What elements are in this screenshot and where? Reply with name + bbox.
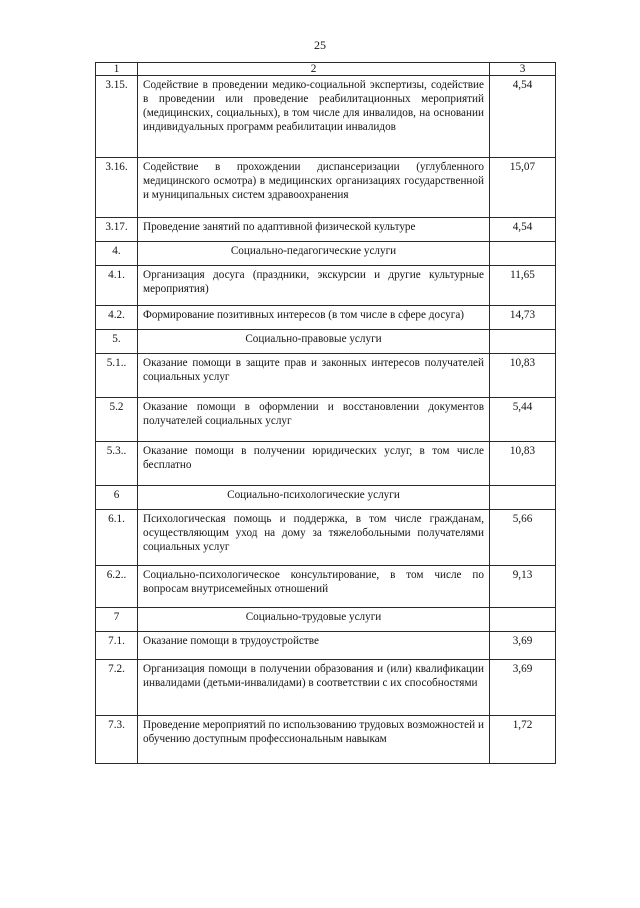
service-value: 3,69 <box>490 660 556 716</box>
column-header-2: 2 <box>138 63 490 76</box>
table-row <box>96 266 556 306</box>
table-row <box>96 76 556 158</box>
service-value: 5,44 <box>490 398 556 442</box>
service-description: Содействие в прохождении диспансеризации (углубленного медицинского осмотра) в медицинских организациях государственной и муниципальных систем здравоохранения <box>138 158 490 218</box>
table-row <box>96 158 556 218</box>
service-description: Проведение занятий по адаптивной физической культуре <box>138 218 490 242</box>
table-row <box>96 660 556 716</box>
row-number: 5.3.. <box>96 442 138 486</box>
service-value: 15,07 <box>490 158 556 218</box>
service-value: 5,66 <box>490 510 556 566</box>
section-row <box>96 242 556 266</box>
table-row <box>96 442 556 486</box>
service-description: Оказание помощи в получении юридических услуг, в том числе бесплатно <box>138 442 490 486</box>
service-value: 1,72 <box>490 716 556 764</box>
column-header-3: 3 <box>490 63 556 76</box>
table-row <box>96 354 556 398</box>
service-description: Оказание помощи в защите прав и законных интересов получателей социальных услуг <box>138 354 490 398</box>
section-number: 7 <box>96 608 138 632</box>
section-title: Социально-психологические услуги <box>138 486 490 510</box>
service-value: 10,83 <box>490 354 556 398</box>
column-header-1: 1 <box>96 63 138 76</box>
service-description: Организация досуга (праздники, экскурсии и другие культурные мероприятия) <box>138 266 490 306</box>
service-value: 11,65 <box>490 266 556 306</box>
table-row <box>96 716 556 764</box>
services-table <box>95 62 556 764</box>
service-value: 4,54 <box>490 76 556 158</box>
row-number: 3.16. <box>96 158 138 218</box>
section-row <box>96 330 556 354</box>
table-row <box>96 632 556 660</box>
row-number: 3.17. <box>96 218 138 242</box>
row-number: 4.1. <box>96 266 138 306</box>
table-row <box>96 398 556 442</box>
table-row <box>96 566 556 608</box>
row-number: 7.2. <box>96 660 138 716</box>
service-description: Организация помощи в получении образования и (или) квалификации инвалидами (детьми-инвалидами) в соответствии с их способностями <box>138 660 490 716</box>
section-value <box>490 486 556 510</box>
service-description: Оказание помощи в трудоустройстве <box>138 632 490 660</box>
service-description: Проведение мероприятий по использованию трудовых возможностей и обучению доступным профессиональным навыкам <box>138 716 490 764</box>
section-value <box>490 242 556 266</box>
table-header-row <box>96 63 556 76</box>
row-number: 7.1. <box>96 632 138 660</box>
service-description: Психологическая помощь и поддержка, в том числе гражданам, осуществляющим уход на дому за тяжелобольными получателями социальных услуг <box>138 510 490 566</box>
section-title: Социально-правовые услуги <box>138 330 490 354</box>
service-description: Социально-психологическое консультирование, в том числе по вопросам внутрисемейных отношений <box>138 566 490 608</box>
row-number: 5.2 <box>96 398 138 442</box>
section-number: 6 <box>96 486 138 510</box>
table-row <box>96 306 556 330</box>
table-row <box>96 218 556 242</box>
service-value: 14,73 <box>490 306 556 330</box>
service-value: 9,13 <box>490 566 556 608</box>
section-row <box>96 608 556 632</box>
section-number: 4. <box>96 242 138 266</box>
row-number: 5.1.. <box>96 354 138 398</box>
service-description: Оказание помощи в оформлении и восстановлении документов получателей социальных услуг <box>138 398 490 442</box>
service-value: 3,69 <box>490 632 556 660</box>
section-number: 5. <box>96 330 138 354</box>
page-number: 25 <box>314 38 326 52</box>
row-number: 6.1. <box>96 510 138 566</box>
row-number: 3.15. <box>96 76 138 158</box>
section-row <box>96 486 556 510</box>
section-value <box>490 330 556 354</box>
row-number: 7.3. <box>96 716 138 764</box>
service-description: Содействие в проведении медико-социальной экспертизы, содействие в проведении или проведение реабилитационных мероприятий (медицинских, социальных), в том числе для инвалидов, на основании индивидуальных программ реабилитации инвалидов <box>138 76 490 158</box>
service-description: Формирование позитивных интересов (в том числе в сфере досуга) <box>138 306 490 330</box>
row-number: 6.2.. <box>96 566 138 608</box>
service-value: 4,54 <box>490 218 556 242</box>
section-value <box>490 608 556 632</box>
service-value: 10,83 <box>490 442 556 486</box>
section-title: Социально-трудовые услуги <box>138 608 490 632</box>
table-row <box>96 510 556 566</box>
section-title: Социально-педагогические услуги <box>138 242 490 266</box>
row-number: 4.2. <box>96 306 138 330</box>
